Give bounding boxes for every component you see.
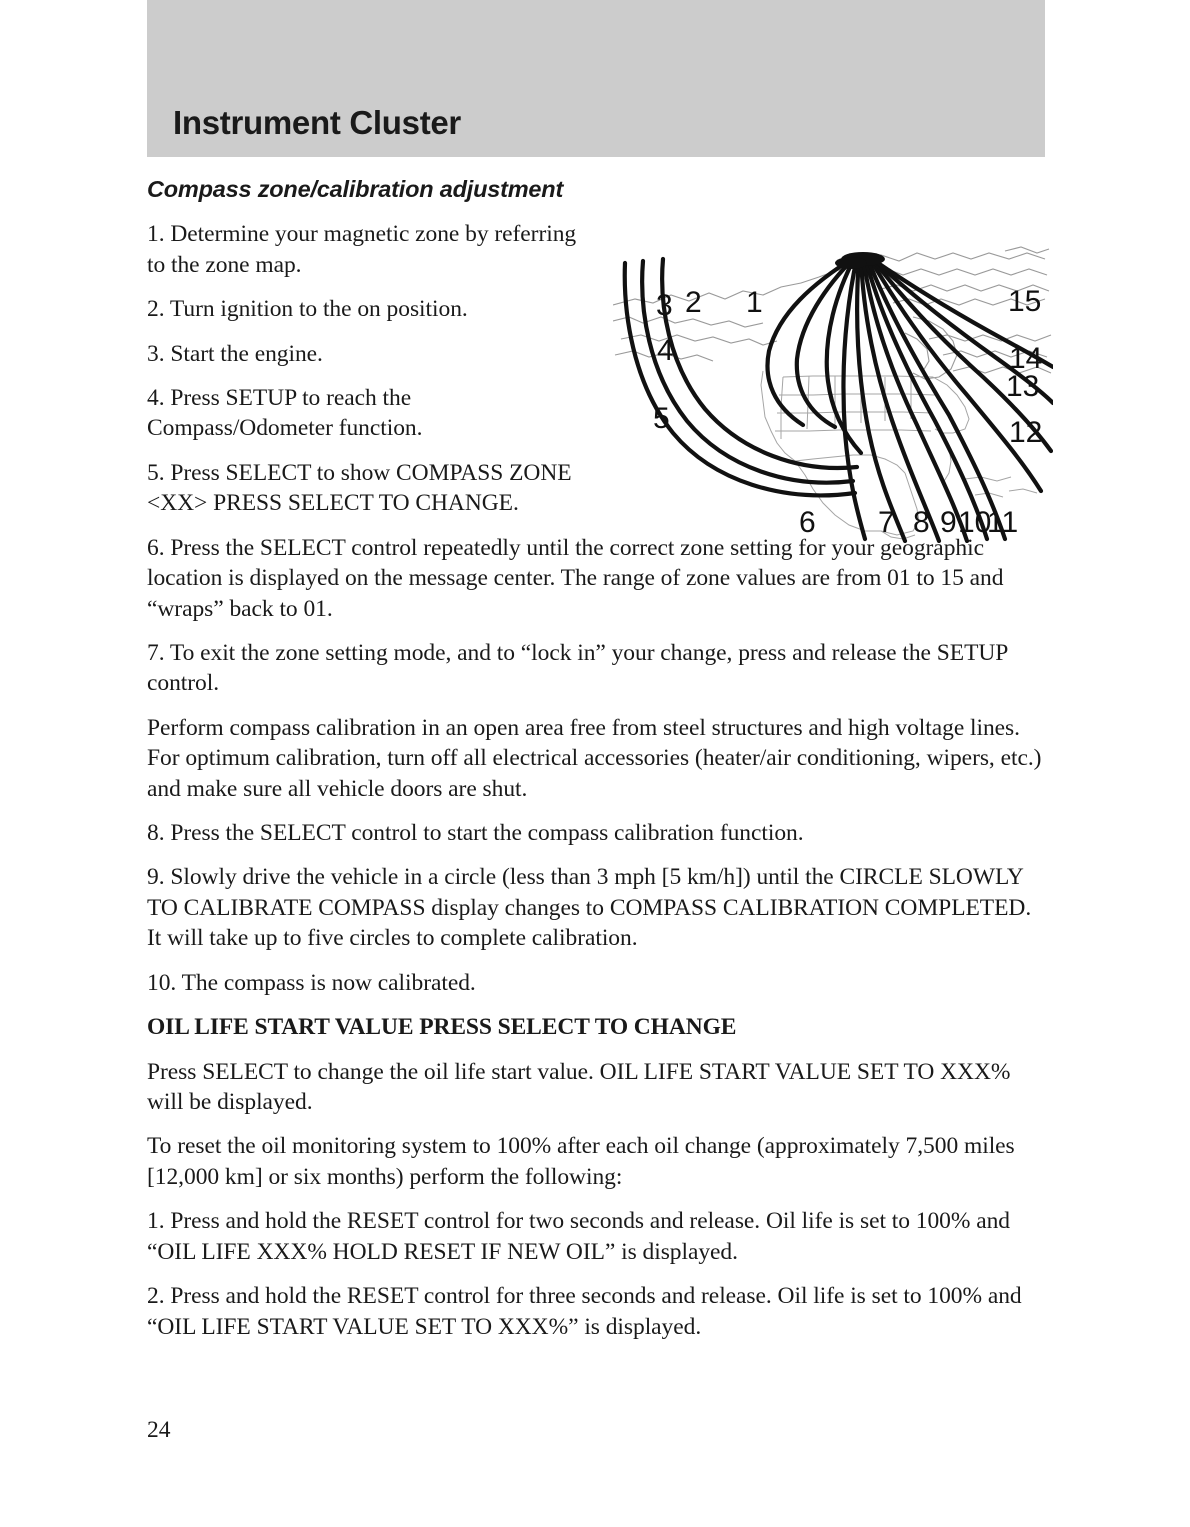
zone-label: 2	[685, 286, 702, 319]
zone-label: 13	[1006, 370, 1040, 403]
step-6: 6. Press the SELECT control repeatedly until the correct zone setting for your geographic location is displayed on the message center. The range of zone values are from 01 to 15 and “wraps” back to 01.	[147, 534, 1004, 622]
step-8: 8. Press the SELECT control to start the compass calibration function.	[147, 820, 804, 847]
page-title: Instrument Cluster	[173, 104, 461, 141]
zone-label: 3	[656, 289, 673, 322]
step-2: 2. Turn ignition to the on position.	[147, 296, 468, 323]
calibration-note: Perform compass calibration in an open area free from steel structures and high voltage lines. For optimum calibration, turn off all electrical accessories (heater/air conditioning, wipers, etc.) and make sure all vehicle doors are shut.	[147, 714, 1042, 802]
oil-life-paragraph-2: To reset the oil monitoring system to 100% after each oil change (approximately 7,500 miles [12,000 km] or six months) perform the following:	[147, 1133, 1015, 1190]
zone-label: 15	[1008, 285, 1042, 318]
step-3: 3. Start the engine.	[147, 340, 323, 367]
zone-label: 14	[1009, 342, 1043, 375]
page-content	[147, 176, 1045, 1356]
oil-life-heading: OIL LIFE START VALUE PRESS SELECT TO CHANGE	[147, 1014, 737, 1041]
step-5: 5. Press SELECT to show COMPASS ZONE <XX> PRESS SELECT TO CHANGE.	[147, 459, 572, 517]
zone-label: 9	[940, 506, 957, 539]
oil-reset-step-2: 2. Press and hold the RESET control for three seconds and release. Oil life is set to 100% and “OIL LIFE START VALUE SET TO XXX%” is displayed.	[147, 1283, 1022, 1340]
zone-label: 1	[746, 286, 763, 319]
zone-label: 7	[878, 506, 895, 539]
step-1: 1. Determine your magnetic zone by referring to the zone map.	[147, 221, 577, 278]
zone-label: 12	[1009, 416, 1043, 449]
step-10: 10. The compass is now calibrated.	[147, 969, 476, 996]
oil-reset-step-1: 1. Press and hold the RESET control for two seconds and release. Oil life is set to 100% and “OIL LIFE XXX% HOLD RESET IF NEW OIL” is displayed.	[147, 1208, 1010, 1265]
zone-label: 6	[799, 506, 816, 539]
step-4: 4. Press SETUP to reach the Compass/Odometer function.	[147, 385, 423, 442]
step-9: 9. Slowly drive the vehicle in a circle (less than 3 mph [5 km/h]) until the CIRCLE SLOWLY TO CALIBRATE COMPASS display changes to COMPASS CALIBRATION COMPLETED. It will take up to five circles to complete calibration.	[147, 864, 1032, 952]
section-subheading: Compass zone/calibration adjustment	[147, 176, 564, 202]
oil-life-paragraph-1: Press SELECT to change the oil life start value. OIL LIFE START VALUE SET TO XXX% will be displayed.	[147, 1058, 1011, 1116]
zone-label: 4	[657, 334, 674, 367]
zone-label: 8	[913, 506, 930, 539]
zone-label: 5	[653, 402, 670, 435]
zone-label: 11	[987, 506, 1019, 539]
zone-label: 10	[958, 506, 992, 539]
page-number: 24	[147, 1417, 171, 1443]
step-7: 7. To exit the zone setting mode, and to “lock in” your change, press and release the SETUP control.	[147, 639, 1008, 697]
